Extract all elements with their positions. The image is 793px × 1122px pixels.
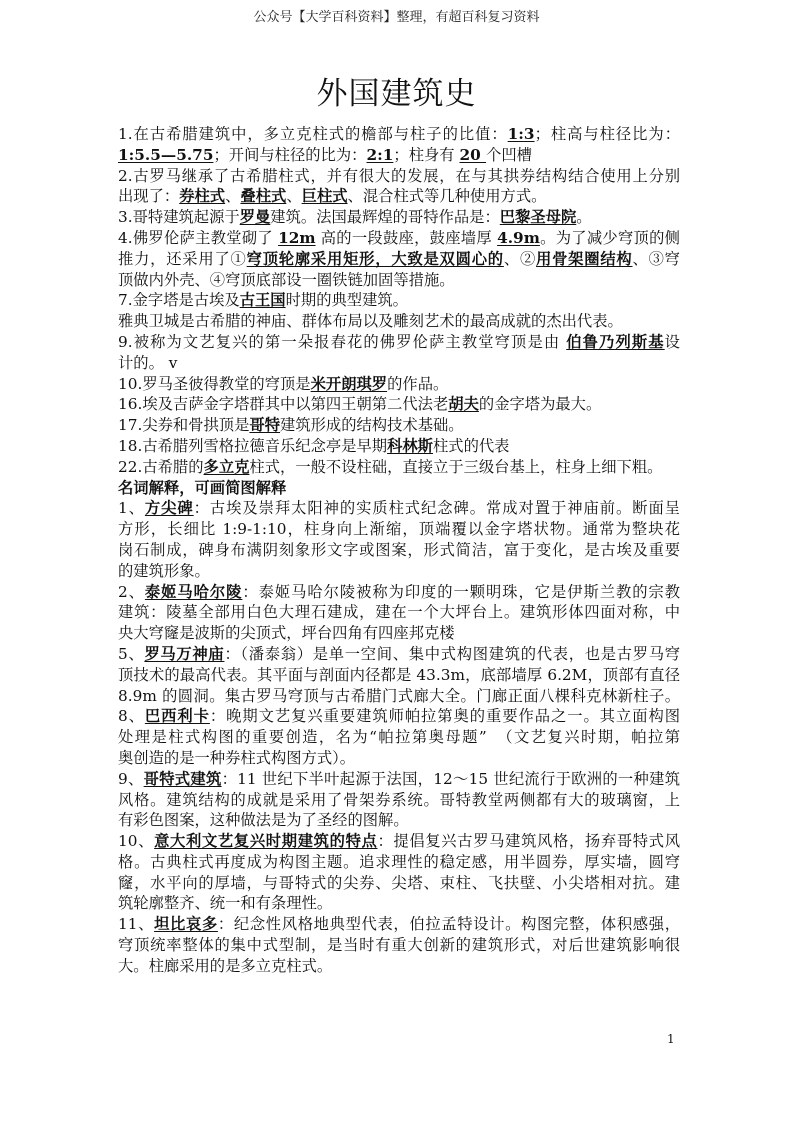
text-line: [118, 166, 680, 187]
text-segment: ：泰姬马哈尔陵被称为印度的一颗明珠，它是伊斯兰教的宗教: [242, 582, 680, 601]
text-segment: 9、: [118, 769, 144, 788]
text-line: [118, 124, 680, 145]
text-segment: 出现了：: [118, 187, 180, 206]
key-term: 4.9m: [497, 228, 540, 247]
text-segment: 1.在古希腊建筑中，多立克柱式的檐部与柱子的比值：: [118, 125, 508, 143]
text-segment: 处理是柱式构图的重要创造，名为“帕拉第奥母题” （文艺复兴时期，帕拉第: [118, 728, 680, 747]
key-term: 20: [459, 145, 487, 164]
text-line: [118, 852, 680, 873]
text-segment: 9.被称为文艺复兴的第一朵报春花的佛罗伦萨主教堂穹顶是由: [118, 332, 567, 351]
key-term: 12m: [278, 228, 316, 247]
text-line: [118, 270, 680, 291]
text-segment: ；柱身有: [393, 145, 460, 164]
text-line: [118, 290, 680, 311]
key-term: 穹顶轮廓采用矩形，大致是双圆心的: [246, 249, 504, 268]
text-segment: 窿，水平向的厚墙，与哥特式的尖券、尖塔、束柱、飞扶壁、小尖塔相对抗。建: [118, 873, 680, 892]
text-segment: 建筑形成的结构技术基础。: [280, 416, 464, 435]
text-line: [118, 436, 680, 457]
text-line: [118, 790, 680, 811]
text-line: [118, 415, 680, 436]
key-term: 方尖碑: [144, 499, 194, 518]
key-term: 用骨架圈结构: [536, 249, 633, 268]
text-segment: ；柱高与柱径比为：: [534, 125, 680, 143]
text-segment: ：（潘泰翁）是单一空间、集中式构图建筑的代表，也是古罗马穹: [224, 644, 680, 663]
text-line: [118, 810, 680, 831]
text-line: [118, 353, 680, 374]
text-line: [118, 540, 680, 561]
key-term: 1:3: [507, 125, 535, 143]
key-term: 多立克: [203, 457, 250, 476]
text-segment: 。为了减少穹顶的侧: [539, 228, 680, 247]
text-line: [118, 602, 680, 623]
text-line: [118, 956, 680, 977]
text-segment: 方形，长细比 1:9-1:10，柱身向上渐缩，顶端覆以金字塔状物。通常为整块花: [118, 520, 680, 539]
text-segment: 3.哥特建筑起源于: [118, 208, 240, 227]
text-segment: ；开间与柱径的比为：: [213, 145, 367, 164]
key-term: 券柱式: [179, 187, 226, 206]
key-term: 胡夫: [448, 395, 479, 414]
key-term: 1:5.5—5.75: [118, 145, 214, 164]
key-term: 2:1: [366, 145, 394, 164]
text-line: [118, 145, 680, 166]
text-segment: 的金字塔为最大。: [478, 395, 602, 414]
text-segment: 建筑：陵墓全部用白色大理石建成，建在一个大坪台上。建筑形体四面对称，中: [118, 603, 680, 622]
text-segment: 雅典卫城是古希腊的神庙、群体布局以及雕刻艺术的最高成就的杰出代表。: [118, 312, 623, 331]
key-term: 古王国: [239, 291, 286, 310]
text-segment: 高的一段鼓座，鼓座墙厚: [315, 228, 498, 247]
key-term: 哥特: [249, 416, 281, 435]
text-line: [118, 686, 680, 707]
document-body: [118, 124, 680, 977]
text-segment: 17.尖券和骨拱顶是: [118, 416, 250, 435]
text-segment: 、③穹: [632, 249, 680, 268]
text-segment: 顶做内外壳、④穹顶底部设一圈铁链加固等措施。: [118, 270, 455, 289]
key-term: 坦比哀多: [154, 915, 218, 934]
key-term: 米开朗琪罗: [310, 374, 388, 393]
text-line: [118, 935, 680, 956]
text-line: [118, 207, 680, 228]
text-segment: 推力，还采用了①: [118, 249, 247, 268]
text-segment: 有彩色图案，这种做法是为了圣经的图解。: [118, 811, 409, 830]
text-line: [118, 394, 680, 415]
key-term: 伯鲁乃列斯基: [566, 332, 665, 351]
text-segment: 奥创造的是一种券柱式构图方式）。: [118, 748, 356, 767]
text-segment: 央大穹窿是波斯的尖顶式，坪台四角有四座邦克楼: [118, 624, 455, 643]
text-segment: 柱式的代表: [432, 436, 510, 455]
text-line: [118, 228, 680, 249]
text-segment: ：11 世纪下半叶起源于法国，12～15 世纪流行于欧洲的一种建筑: [221, 769, 680, 788]
key-term: 罗曼: [239, 208, 271, 227]
text-segment: 计的。 v: [118, 353, 178, 372]
text-segment: ：晚期文艺复兴重要建筑师帕拉第奥的重要作品之一。其立面构图: [209, 707, 680, 726]
text-segment: 穹顶统率整体的集中式型制，是当时有重大创新的建筑形式，对后世建筑影响很: [118, 936, 680, 955]
text-segment: 7.金字塔是古埃及: [118, 291, 240, 310]
text-segment: 、混合柱式等几种使用方式。: [347, 187, 547, 206]
text-segment: 格。古典柱式再度成为构图主题。追求理性的稳定感，用半圆券，厚实墙，圆穹: [118, 852, 680, 871]
key-term: 泰姬马哈尔陵: [144, 582, 243, 601]
text-line: [118, 748, 680, 769]
text-segment: 4.佛罗伦萨主教堂砌了: [118, 228, 279, 247]
text-line: [118, 769, 680, 790]
text-line: [118, 831, 680, 852]
text-line: [118, 498, 680, 519]
key-term: 巴黎圣母院: [499, 208, 577, 227]
text-segment: 10、: [118, 832, 155, 851]
text-segment: 18.古希腊列雪格拉德音乐纪念亭是早期: [118, 436, 388, 455]
text-segment: 岗石制成，碑身布满阴刻象形文字或图案，形式简洁，富于变化，是古埃及重要: [118, 540, 680, 559]
text-segment: 个凹槽: [486, 145, 532, 164]
text-segment: 10.罗马圣彼得教堂的穹顶是: [118, 374, 311, 393]
key-term: 罗马万神庙: [144, 644, 225, 663]
text-line: [118, 457, 680, 478]
text-segment: 22.古希腊的: [118, 457, 204, 476]
text-segment: 8.9m 的圆洞。集古罗马穹顶与古希腊门式廊大全。门廊正面八棵科克林新柱子。: [118, 686, 680, 705]
key-term: 巨柱式: [301, 187, 348, 206]
text-segment: 的作品。: [387, 374, 449, 393]
key-term: 意大利文艺复兴时期建筑的特点: [154, 832, 378, 851]
text-segment: 5、: [118, 644, 145, 663]
text-line: [118, 311, 680, 332]
text-line: [118, 186, 680, 207]
text-segment: 建筑。法国最辉煌的哥特作品是：: [270, 208, 500, 227]
text-line: [118, 914, 680, 935]
text-line: [118, 665, 680, 686]
text-line: [118, 623, 680, 644]
text-line: [118, 873, 680, 894]
text-segment: 风格。建筑结构的成就是采用了骨架券系统。哥特教堂两侧都有大的玻璃窗，上: [118, 790, 680, 809]
text-segment: ：纪念性风格地典型代表，伯拉孟特设计。构图完整，体积感强，: [217, 915, 680, 934]
text-segment: 顶技术的最高代表。其平面与剖面内径都是 43.3m，底部墙厚 6.2M，顶部有直径: [118, 665, 680, 684]
text-segment: 、: [225, 187, 241, 206]
text-segment: 16.埃及吉萨金字塔群其中以第四王朝第二代法老: [118, 395, 449, 414]
text-line: [118, 374, 680, 395]
text-line: [118, 582, 680, 603]
text-segment: 1、: [118, 499, 145, 518]
text-segment: 柱式，一般不设柱础，直接立于三级台基上，柱身上细下粗。: [249, 457, 663, 476]
text-segment: 筑轮廓整齐、统一和有条理性。: [118, 894, 333, 913]
text-line: [118, 249, 680, 270]
text-segment: 、②: [503, 249, 537, 268]
text-line: [118, 519, 680, 540]
text-segment: 2、: [118, 582, 145, 601]
key-term: 哥特式建筑: [143, 769, 222, 788]
text-segment: 。: [576, 208, 592, 227]
text-line: [118, 332, 680, 353]
text-segment: ：古埃及崇拜太阳神的实质柱式纪念碑。常成对置于神庙前。断面呈: [193, 499, 680, 518]
text-line: [118, 478, 680, 499]
text-line: [118, 644, 680, 665]
text-segment: 2.古罗马继承了古希腊柱式，并有很大的发展，在与其拱券结构结合使用上分别: [118, 166, 680, 185]
key-term: 叠柱式: [240, 187, 287, 206]
page-header: 公众号【大学百科资料】整理，有超百科复习资料: [253, 10, 540, 25]
section-heading: 名词解释，可画简图解释: [118, 478, 287, 497]
text-segment: 时期的典型建筑。: [285, 291, 408, 310]
text-segment: 的建筑形象。: [118, 561, 210, 580]
text-line: [118, 893, 680, 914]
document-title: 外国建筑史: [316, 76, 477, 112]
text-line: [118, 727, 680, 748]
text-line: [118, 561, 680, 582]
text-segment: 、: [286, 187, 302, 206]
text-line: [118, 706, 680, 727]
text-segment: 大。柱廊采用的是多立克柱式。: [118, 956, 333, 975]
text-segment: 设: [664, 332, 680, 351]
text-segment: ：提倡复兴古罗马建筑风格，扬弃哥特式风: [377, 832, 680, 851]
page-number: 1: [667, 1032, 675, 1046]
key-term: 巴西利卡: [144, 707, 210, 726]
text-segment: 8、: [118, 707, 145, 726]
key-term: 科林斯: [387, 436, 433, 455]
text-segment: 11、: [118, 915, 155, 934]
